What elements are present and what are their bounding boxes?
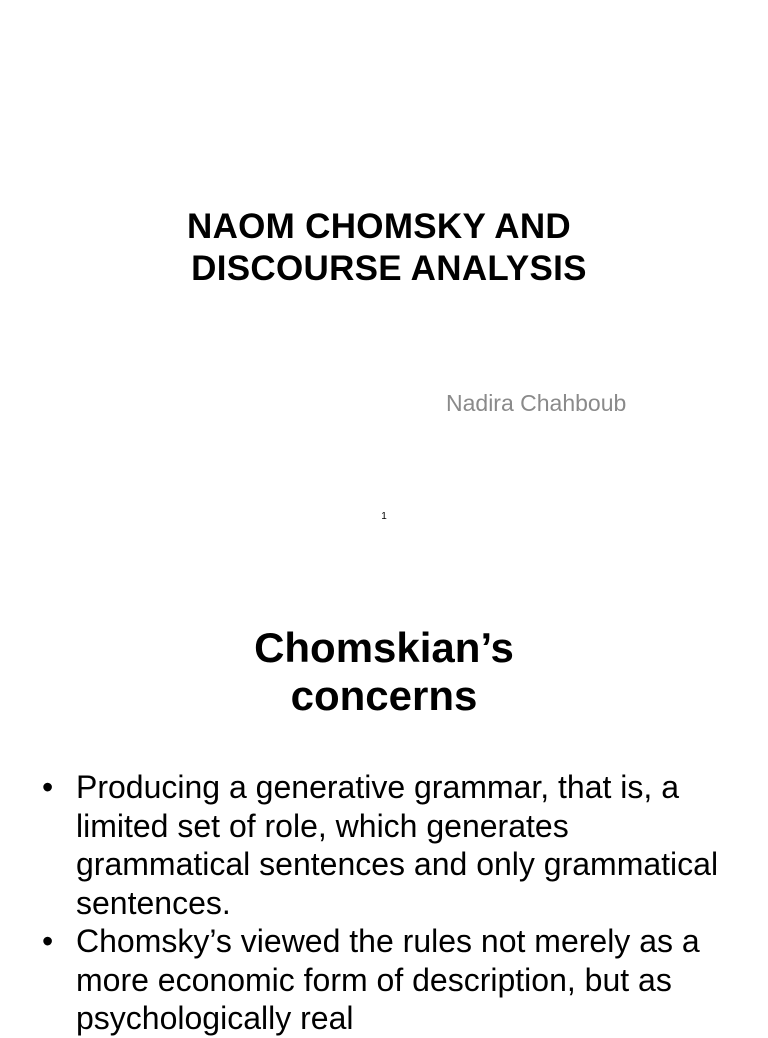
slide-title-line-1: Chomskian’s: [254, 624, 514, 671]
title-line-1: NAOM CHOMSKY AND: [187, 207, 571, 246]
slide-title: [0, 624, 768, 720]
bullet-item: [42, 922, 742, 1038]
bullet-icon: •: [42, 769, 54, 805]
content-slide: [0, 576, 768, 1036]
bullet-icon: •: [42, 923, 54, 959]
bullet-text: Chomsky’s viewed the rules not merely as a more economic form of description, but as psychologically real: [76, 923, 700, 1036]
bullet-item: [42, 768, 742, 922]
presentation-title: [0, 206, 768, 290]
page-number: 1: [381, 511, 387, 522]
bullet-text: Producing a generative grammar, that is, a limited set of role, which generates grammatical sentences and only grammatical sentences.: [76, 769, 719, 921]
title-line-2: DISCOURSE ANALYSIS: [191, 249, 587, 288]
bullet-list: [42, 768, 742, 1038]
slide-title-line-2: concerns: [290, 672, 478, 719]
author-name: Nadira Chahboub: [446, 390, 627, 416]
